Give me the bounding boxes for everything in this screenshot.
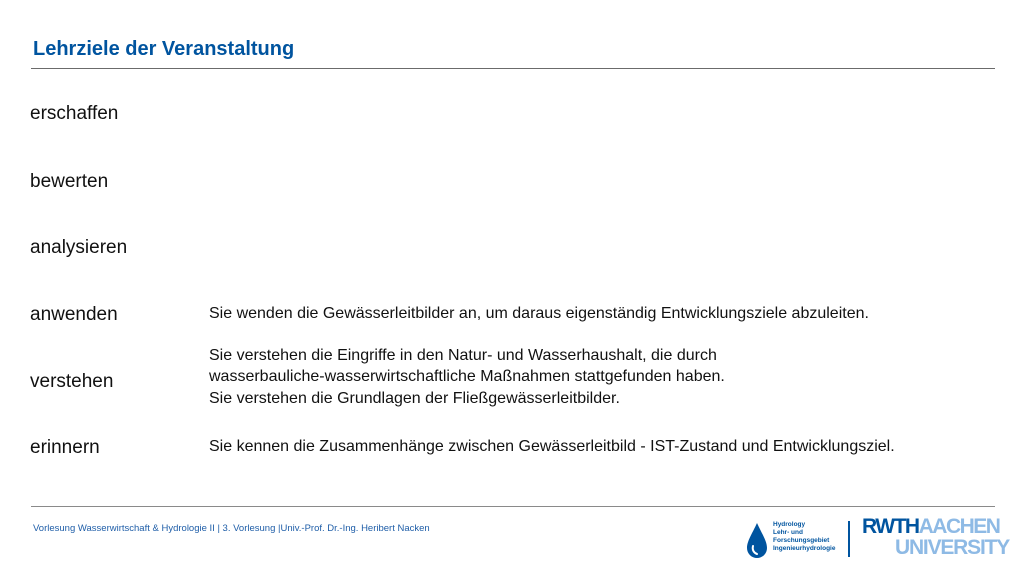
hydro-logo-line: Lehr- und bbox=[773, 529, 803, 536]
objective-anwenden: Sie wenden die Gewässerleitbilder an, um daraus eigenständig Entwicklungsziele abzuleiten. bbox=[209, 305, 869, 322]
footer-text: Vorlesung Wasserwirtschaft & Hydrologie II | 3. Vorlesung |Univ.-Prof. Dr.-Ing. Heribert Nacken bbox=[33, 523, 430, 534]
objective-verstehen-1-line-1: Sie verstehen die Eingriffe in den Natur- und Wasserhaushalt, die durch bbox=[209, 347, 717, 364]
objective-verstehen-1-line-2: wasserbauliche-wasserwirtschaftliche Maßnahmen stattgefunden haben. bbox=[209, 368, 725, 385]
level-verstehen: verstehen bbox=[30, 371, 114, 392]
hydrology-logo-text bbox=[773, 521, 835, 553]
rwth-logo-rwth: RWTH bbox=[862, 515, 919, 538]
rwth-logo-university: UNIVERSITY bbox=[895, 536, 1010, 559]
level-erinnern: erinnern bbox=[30, 437, 100, 458]
level-analysieren: analysieren bbox=[30, 237, 128, 258]
hydro-logo-line: Hydrology bbox=[773, 521, 806, 528]
hydro-logo-line: Ingenieurhydrologie bbox=[773, 545, 836, 552]
level-bewerten: bewerten bbox=[30, 171, 109, 192]
level-erschaffen: erschaffen bbox=[30, 103, 119, 124]
footer-divider bbox=[31, 506, 995, 507]
logo-divider bbox=[848, 521, 850, 557]
rwth-logo bbox=[862, 517, 999, 537]
level-anwenden: anwenden bbox=[30, 304, 118, 325]
objective-verstehen-2: Sie verstehen die Grundlagen der Fließgewässerleitbilder. bbox=[209, 390, 620, 407]
hydro-logo-line: Forschungsgebiet bbox=[773, 537, 830, 544]
water-drop-icon bbox=[746, 522, 768, 560]
title-divider bbox=[31, 68, 995, 69]
hydrology-logo bbox=[746, 520, 846, 562]
objective-erinnern: Sie kennen die Zusammenhänge zwischen Gewässerleitbild - IST-Zustand und Entwicklungsziel. bbox=[209, 438, 895, 455]
rwth-logo-aachen: AACHEN bbox=[918, 515, 1000, 538]
slide-title: Lehrziele der Veranstaltung bbox=[33, 38, 295, 60]
